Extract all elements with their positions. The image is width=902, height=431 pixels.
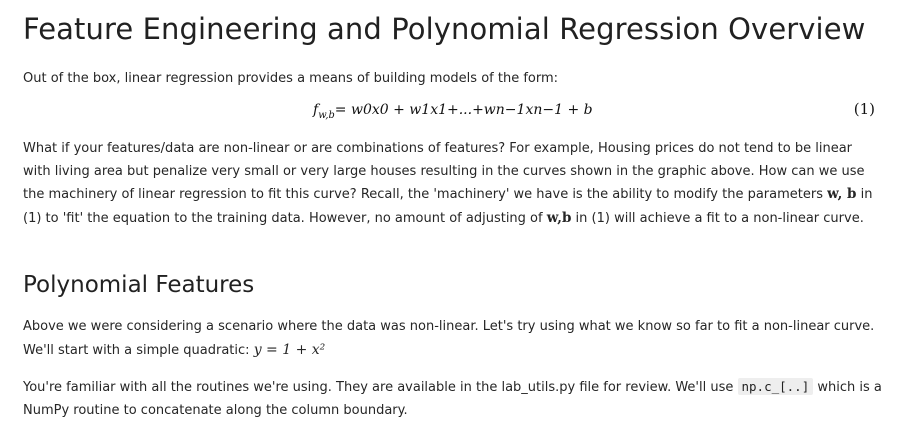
quadratic-text: Above we were considering a scenario where the data was non-linear. Let's try using what we know so far to fit a non-linear curve. We'll start with a simple quadratic: (23, 319, 875, 358)
page-title: Feature Engineering and Polynomial Regression Overview (23, 12, 866, 46)
equation-rhs: = w0x0 + w1x1+...+wn−1xn−1 + b (334, 102, 593, 118)
quadratic-paragraph (23, 316, 883, 362)
params-math-2: w,b (546, 209, 572, 226)
equation-number: (1) (853, 100, 875, 118)
inline-code: np.c_[..] (738, 378, 814, 395)
routines-paragraph (23, 376, 883, 422)
quadratic-math: y = 1 + x² (253, 341, 326, 358)
equation-lhs-subscript: w,b (318, 109, 335, 121)
equation-lhs: f (313, 102, 319, 118)
nonlinear-paragraph (23, 138, 883, 230)
equation-formula (313, 100, 593, 121)
params-math-1: w, b (827, 186, 857, 202)
nonlinear-text-1: What if your features/data are non-linear or are combinations of features? For example, Housing prices do not tend to be linear with living area but penalize very small or very large houses resulting in the curves shown in the graphic above. How can we use the machinery of linear regression to fit this curve? Recall, the 'machinery' we have is the ability to modify the parameters (23, 141, 865, 202)
nonlinear-text-3: in (1) will achieve a fit to a non-linear curve. (571, 210, 864, 226)
nonlinear-text-2: in (1) to 'fit' the equation to the training data. However, no amount of adjusting of (23, 187, 873, 226)
routines-text-2: which is a NumPy routine to concatenate along the column boundary. (23, 380, 882, 418)
equation-block (23, 100, 875, 124)
intro-paragraph: Out of the box, linear regression provides a means of building models of the form: (23, 71, 559, 86)
section-heading: Polynomial Features (23, 272, 255, 298)
routines-text-1: You're familiar with all the routines we're using. They are available in the lab_utils.py file for review. We'll use (23, 380, 738, 395)
